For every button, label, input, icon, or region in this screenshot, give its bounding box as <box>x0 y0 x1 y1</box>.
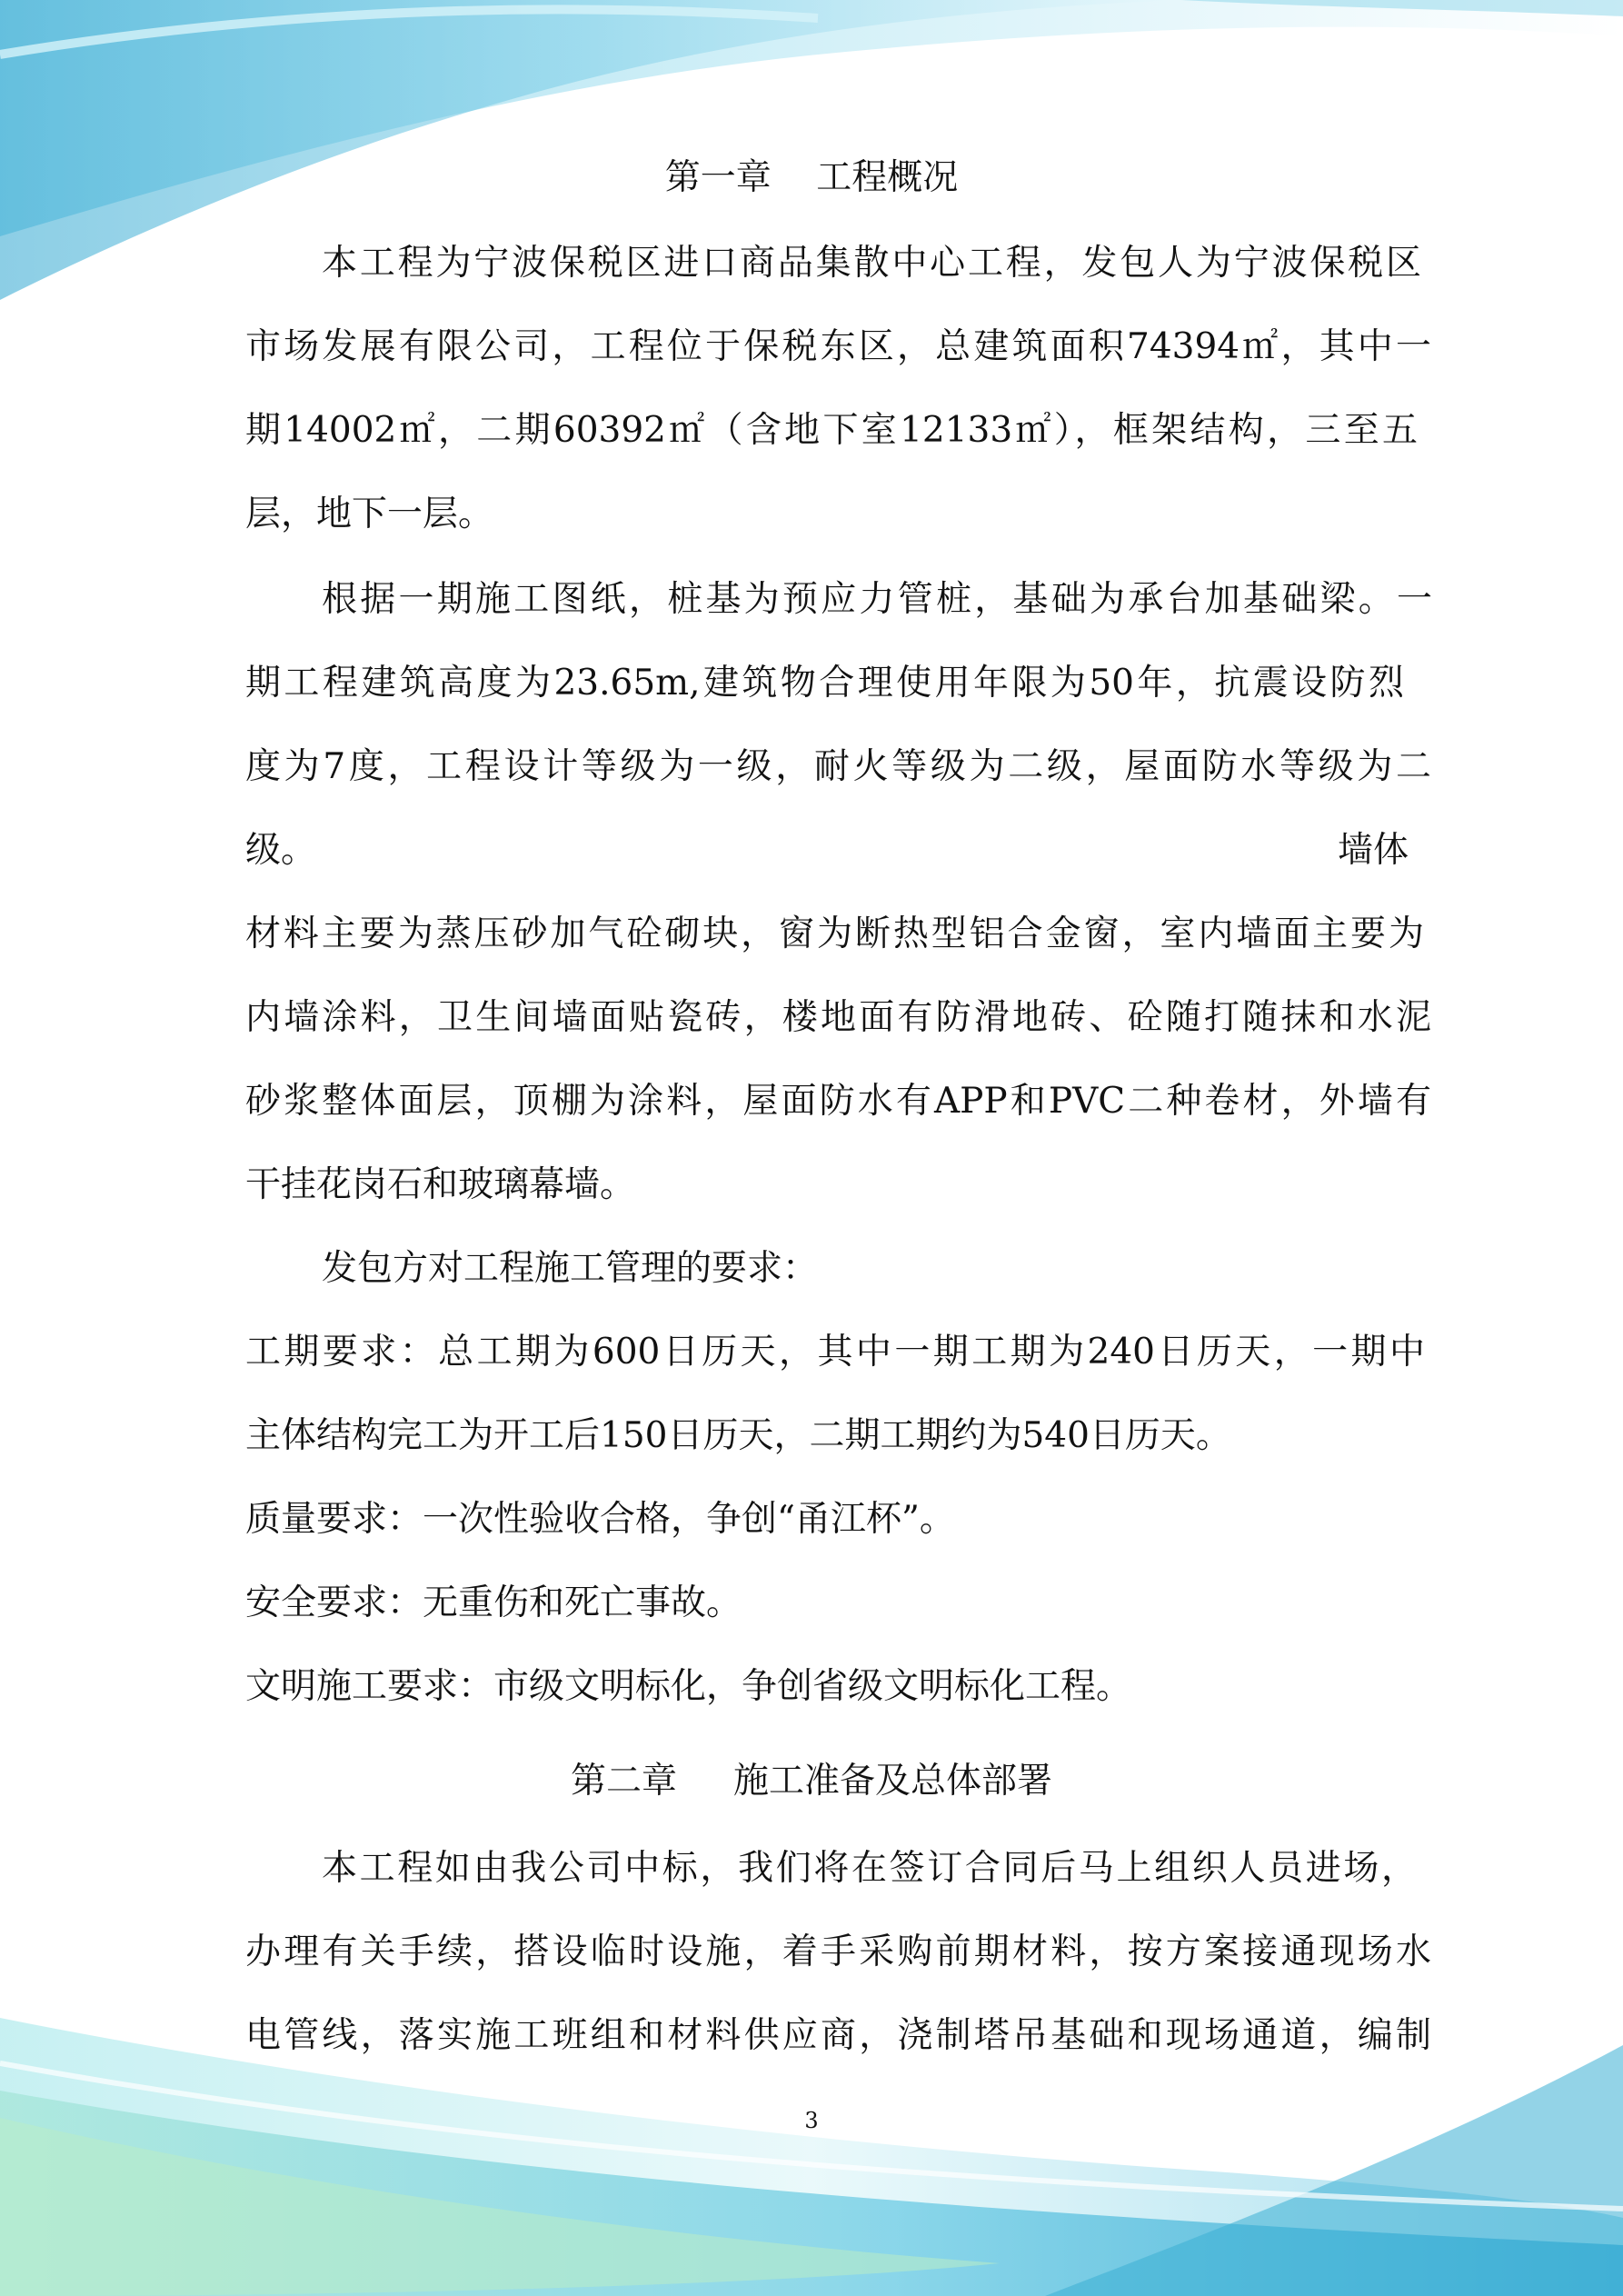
ch1-p2-line3: 度为7度，工程设计等级为一级，耐火等级为二级，屋面防水等级为二 <box>245 746 1431 787</box>
ch1-p3-line2: 内墙涂料，卫生间墙面贴瓷砖，楼地面有防滑地砖、砼随打随抹和水泥 <box>245 997 1431 1038</box>
ch1-p2-line2: 期工程建筑高度为23.65m,建筑物合理使用年限为50年，抗震设防烈 <box>245 663 1404 704</box>
chapter-1-title: 第一章 工程概况 <box>664 157 959 198</box>
ch2-p1-line2: 办理有关手续，搭设临时设施，着手采购前期材料，按方案接通现场水 <box>245 1932 1431 1972</box>
ch1-p2-line4: 级。 <box>245 830 317 871</box>
schedule-requirement-line2: 主体结构完工为开工后150日历天，二期工期约为540日历天。 <box>245 1415 1231 1456</box>
ch1-p1-line3: 期14002㎡，二期60392㎡（含地下室12133㎡），框架结构，三至五 <box>245 410 1418 451</box>
ch1-p1-line2: 市场发展有限公司，工程位于保税东区，总建筑面积74394㎡，其中一 <box>245 326 1431 367</box>
ch2-p1-line1: 本工程如由我公司中标，我们将在签订合同后马上组织人员进场， <box>322 1848 1417 1889</box>
page-number: 3 <box>804 2108 819 2133</box>
ch2-p1-line3: 电管线，落实施工班组和材料供应商，浇制塔吊基础和现场通道，编制 <box>245 2015 1431 2056</box>
ch1-p2-tail: 墙体 <box>1338 830 1409 871</box>
ch1-p3-line3: 砂浆整体面层，顶棚为涂料，屋面防水有APP和PVC二种卷材，外墙有 <box>245 1081 1431 1122</box>
ch1-p2-line1: 根据一期施工图纸，桩基为预应力管桩，基础为承台加基础梁。一 <box>322 579 1432 620</box>
ch1-p3-line1: 材料主要为蒸压砂加气砼砌块，窗为断热型铝合金窗，室内墙面主要为 <box>245 913 1424 954</box>
ch1-p1-line4: 层，地下一层。 <box>245 494 494 534</box>
ch1-p3-line4: 干挂花岗石和玻璃幕墙。 <box>245 1164 636 1205</box>
requirements-intro: 发包方对工程施工管理的要求： <box>322 1248 819 1289</box>
schedule-requirement-line1: 工期要求：总工期为600日历天，其中一期工期为240日历天，一期中 <box>245 1332 1425 1373</box>
safety-requirement: 安全要求：无重伤和死亡事故。 <box>245 1582 742 1623</box>
civilized-construction-requirement: 文明施工要求：市级文明标化，争创省级文明标化工程。 <box>245 1666 1132 1707</box>
chapter-2-title: 第二章 施工准备及总体部署 <box>571 1761 1052 1802</box>
quality-requirement: 质量要求：一次性验收合格，争创“甬江杯”。 <box>245 1499 955 1540</box>
ch1-p1-line1: 本工程为宁波保税区进口商品集散中心工程，发包人为宁波保税区 <box>322 243 1421 284</box>
